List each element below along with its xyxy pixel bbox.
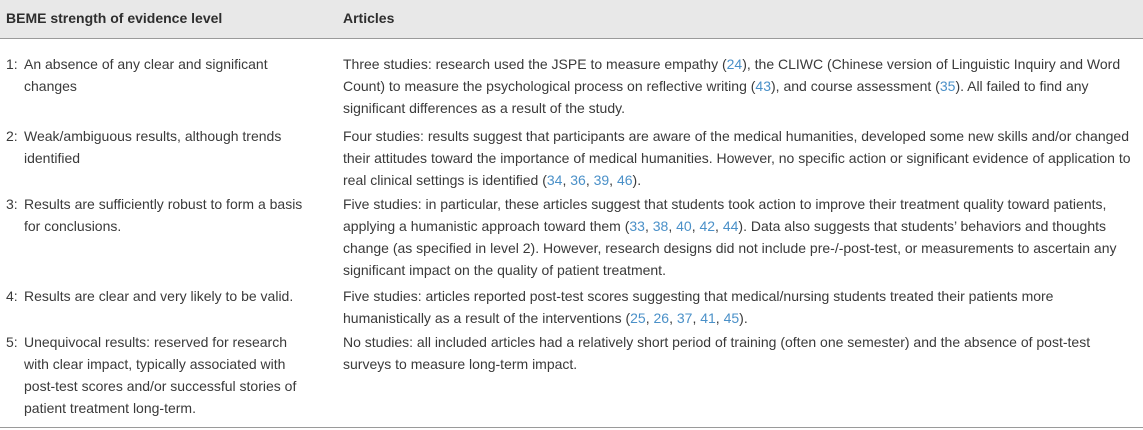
citation-link[interactable]: 25 — [630, 310, 646, 326]
table-header — [0, 0, 1143, 38]
article-text: Three studies: research used the JSPE to measure empathy ( — [343, 56, 727, 72]
article-text: , — [562, 172, 571, 188]
article-text: Five studies: in particular, these articles suggest that students took action to improve their treatment quality toward patients, applying a humanistic approach toward them ( — [343, 196, 1107, 234]
level-number: 1: — [6, 56, 18, 72]
citation-link[interactable]: 35 — [939, 78, 956, 94]
article-text: ), the CLIWC (Chinese version of Linguistic Inquiry and Word Count) to measure the psychological process on reflective writing ( — [343, 56, 1121, 94]
article-text: No studies: all included articles had a relatively short period of training (often one semester) and the absence of post-test surveys to measure long-term impact. — [343, 334, 1091, 372]
citation-link[interactable]: 45 — [723, 310, 740, 326]
citation-link[interactable]: 36 — [570, 172, 586, 188]
article-text: Four studies: results suggest that participants are aware of the medical humanities, developed some new skills and/or changed their attitudes toward the importance of medical humanities. However, no specific action or significant evidence of application to real clinical settings is identified ( — [343, 128, 1131, 188]
article-text: , — [692, 310, 701, 326]
article-text: , — [668, 218, 677, 234]
level-number: 5: — [6, 334, 18, 350]
citation-link[interactable]: 24 — [726, 56, 743, 72]
citation-link[interactable]: 44 — [722, 218, 739, 234]
citation-link[interactable]: 42 — [699, 218, 716, 234]
articles-cell — [343, 331, 1133, 375]
articles-cell — [343, 285, 1133, 329]
header-bottom-rule — [0, 38, 1143, 39]
citation-link[interactable]: 46 — [616, 172, 633, 188]
table-bottom-rule — [0, 427, 1143, 428]
article-text: , — [585, 172, 594, 188]
articles-cell — [343, 125, 1133, 191]
level-description: Unequivocal results: reserved for research with clear impact, typically associated with post-test scores and/or successful stories of patient treatment long-term. — [24, 334, 297, 416]
citation-link[interactable]: 39 — [593, 172, 610, 188]
citation-link[interactable]: 40 — [676, 218, 692, 234]
header-level: BEME strength of evidence level — [6, 10, 223, 26]
level-number: 3: — [6, 196, 18, 212]
articles-cell — [343, 193, 1133, 281]
article-text: , — [715, 218, 723, 234]
article-text: , — [691, 218, 700, 234]
articles-cell — [343, 53, 1133, 119]
citation-link[interactable]: 34 — [546, 172, 563, 188]
article-text: , — [715, 310, 724, 326]
article-text: ). — [739, 310, 748, 326]
citation-link[interactable]: 41 — [700, 310, 716, 326]
citation-link[interactable]: 33 — [629, 218, 645, 234]
citation-link[interactable]: 37 — [676, 310, 693, 326]
article-text: ). Data also suggests that students’ behaviors and thoughts change (as specified in level 2). However, research designs did not include pre-/-post-test, or measurements to ascertain any significant impact on the quality of patient treatment. — [343, 218, 1117, 278]
citation-link[interactable]: 26 — [653, 310, 670, 326]
header-articles: Articles — [343, 10, 395, 26]
article-text: ). All failed to find any significant differences as a result of the study. — [343, 78, 1089, 116]
level-description: Weak/ambiguous results, although trends identified — [24, 128, 282, 166]
article-text: ), and course assessment ( — [771, 78, 940, 94]
article-text: Five studies: articles reported post-test scores suggesting that medical/nursing students treated their patients more humanistically as a result of the interventions ( — [343, 288, 1054, 326]
level-description: Results are clear and very likely to be valid. — [24, 288, 294, 304]
level-number: 2: — [6, 128, 18, 144]
article-text: , — [644, 218, 653, 234]
article-text: , — [645, 310, 654, 326]
level-description: An absence of any clear and significant changes — [24, 56, 268, 94]
level-description: Results are sufficiently robust to form a basis for conclusions. — [24, 196, 303, 234]
citation-link[interactable]: 43 — [755, 78, 771, 94]
article-text: , — [609, 172, 617, 188]
article-text: ). — [632, 172, 642, 188]
citation-link[interactable]: 38 — [652, 218, 669, 234]
level-number: 4: — [6, 288, 18, 304]
article-text: , — [669, 310, 677, 326]
